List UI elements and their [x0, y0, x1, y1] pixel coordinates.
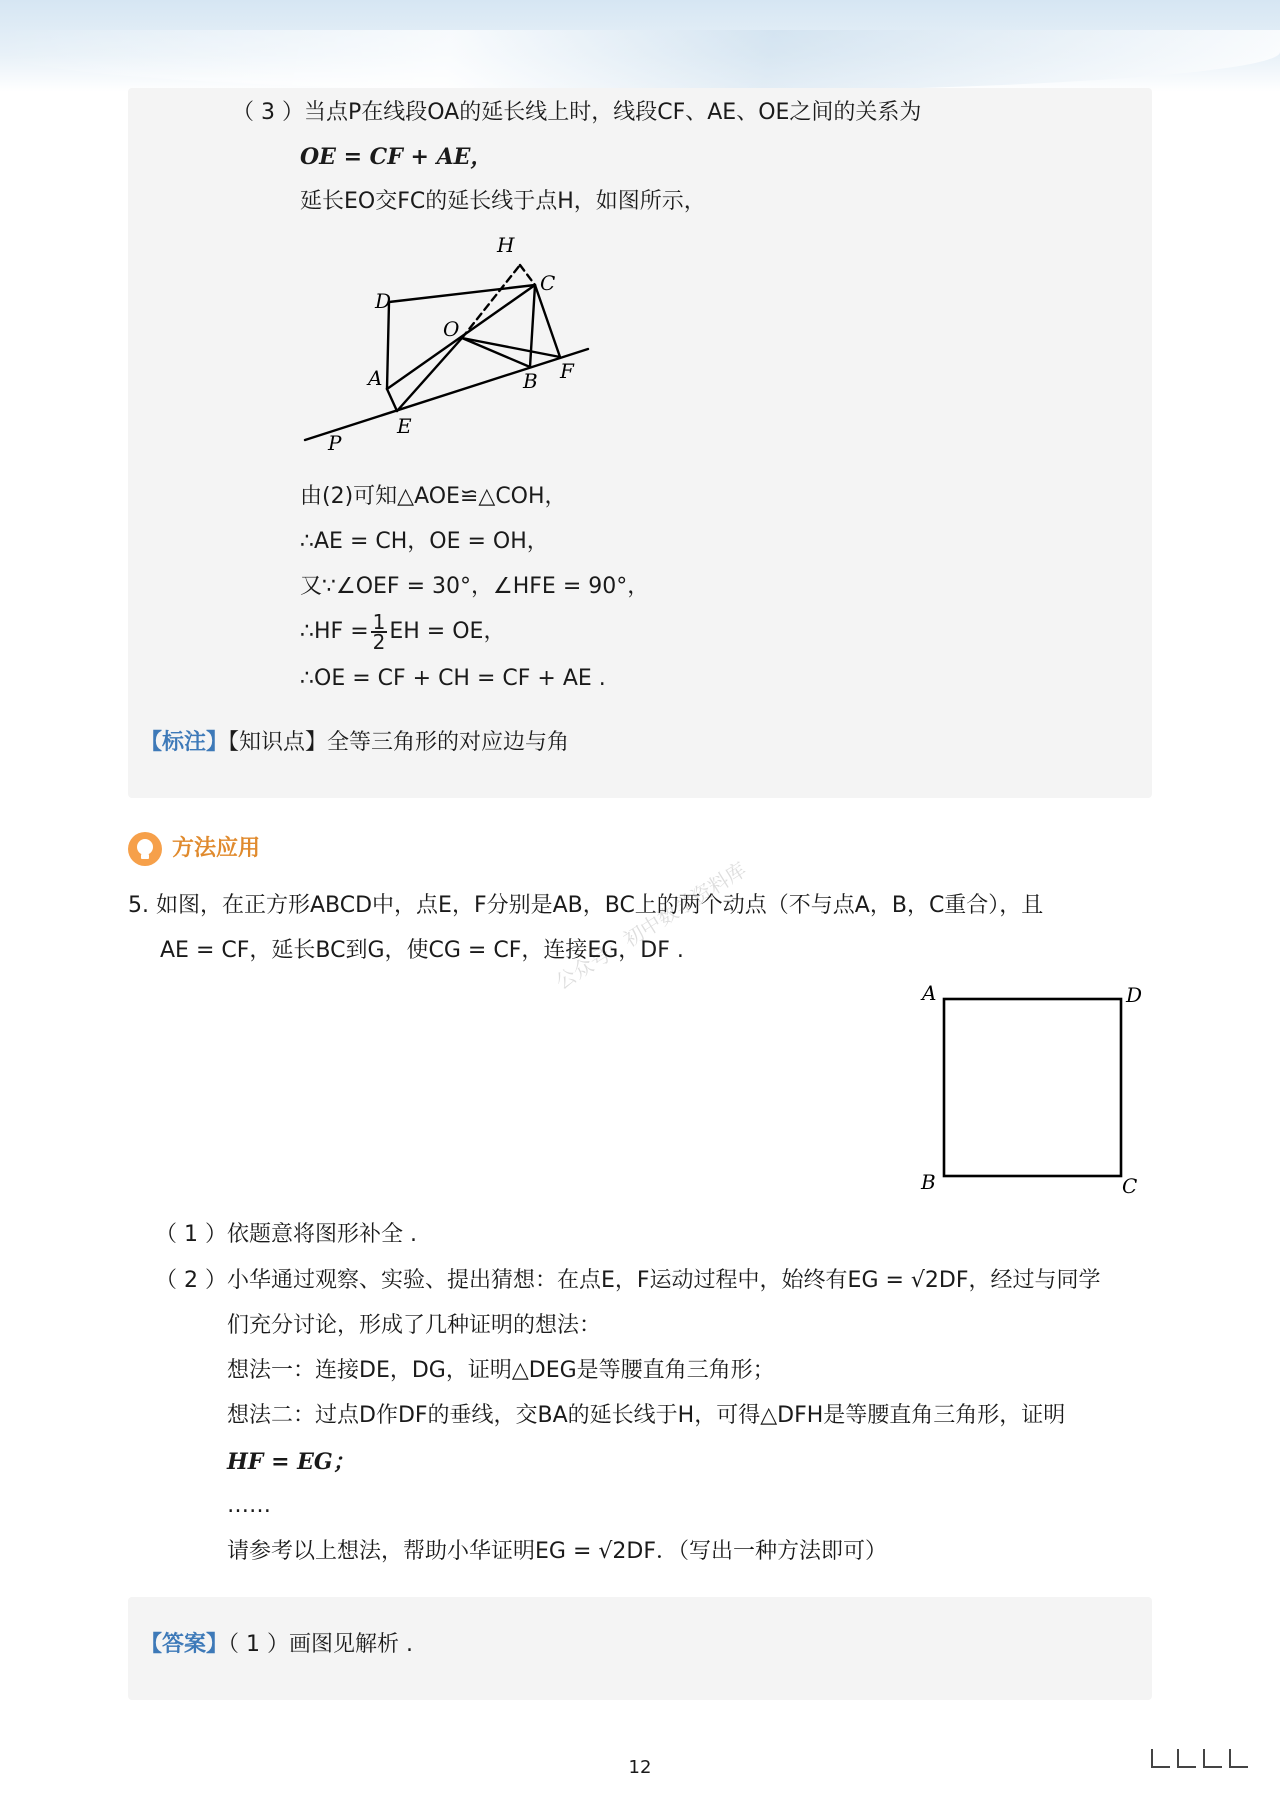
label-h: H — [497, 233, 515, 257]
part3-line1: （ 3 ）当点P在线段OA的延长线上时，线段CF、AE、OE之间的关系为 — [232, 100, 922, 125]
answer-tag: 【答案】 — [140, 1632, 229, 1657]
proof-step1: 由(2)可知△AOE≌△COH， — [300, 484, 567, 509]
problem5-line1: 5. 如图，在正方形ABCD中，点E，F分别是AB，BC上的两个动点（不与点A，B，C重合），且 — [128, 893, 1044, 918]
fraction-one-half — [371, 610, 388, 654]
section-title: 方法应用 — [172, 836, 261, 861]
label-b: B — [523, 369, 538, 393]
question2-line2: 们充分讨论，形成了几种证明的想法： — [227, 1313, 602, 1338]
problem5-line2: AE = CF，延长BC到G，使CG = CF，连接EG，DF . — [160, 938, 684, 963]
fraction-denominator: 2 — [372, 630, 386, 654]
label-b: B — [921, 1170, 936, 1194]
ellipsis: …… — [227, 1493, 271, 1518]
proof-step2: ∴AE = CH，OE = OH， — [300, 529, 549, 554]
label-f: F — [560, 359, 574, 383]
square-figure — [912, 980, 1152, 1200]
part3-line2: OE = CF + AE， — [300, 144, 493, 170]
lightbulb-icon — [128, 832, 162, 866]
answer-text: （ 1 ）画图见解析 . — [228, 1632, 413, 1657]
label-d: D — [375, 289, 392, 313]
geometry-figure-1 — [290, 225, 610, 465]
segment-hc-dashed — [520, 265, 535, 285]
page-number: 12 — [628, 1757, 652, 1778]
watermark: 公众号：初中数学资料库 — [551, 857, 751, 995]
segment-cf — [535, 285, 560, 357]
annotation-tag: 【标注】 — [140, 730, 229, 755]
label-e: E — [397, 414, 412, 438]
segment-cb — [530, 285, 535, 367]
proof-step4-suffix: EH = OE， — [389, 619, 506, 644]
label-p: P — [328, 431, 342, 455]
segment-of — [462, 338, 560, 357]
segment-pf — [305, 349, 588, 440]
label-c: C — [540, 271, 556, 295]
idea1: 想法一：连接DE，DG，证明△DEG是等腰直角三角形； — [227, 1358, 775, 1383]
label-a: A — [922, 981, 937, 1005]
annotation-text: 【知识点】全等三角形的对应边与角 — [228, 730, 570, 755]
part3-line3: 延长EO交FC的延长线于点H，如图所示， — [300, 189, 706, 214]
question2-line1: （ 2 ）小华通过观察、实验、提出猜想：在点E，F运动过程中，始终有EG = √2DF，经过与同学 — [155, 1268, 1101, 1293]
segment-ob — [462, 338, 530, 367]
square-abcd — [944, 999, 1121, 1176]
segment-ae — [387, 389, 397, 411]
idea2-line1: 想法二：过点D作DF的垂线，交BA的延长线于H，可得△DFH是等腰直角三角形，证明 — [227, 1403, 1066, 1428]
label-c: C — [1122, 1174, 1138, 1198]
top-banner — [0, 0, 1280, 92]
proof-step4-prefix: ∴HF = — [300, 619, 369, 644]
label-d: D — [1126, 983, 1143, 1007]
proof-step5: ∴OE = CF + CH = CF + AE . — [300, 666, 606, 691]
idea2-line2: HF = EG； — [227, 1449, 355, 1475]
question1: （ 1 ）依题意将图形补全 . — [155, 1222, 417, 1247]
proof-step3: 又∵∠OEF = 30°，∠HFE = 90°， — [300, 574, 650, 599]
annotation — [140, 728, 569, 758]
label-a: A — [368, 366, 383, 390]
segment-da — [387, 302, 389, 389]
banner-wave — [0, 30, 1280, 92]
label-o: O — [443, 317, 460, 341]
answer — [140, 1630, 413, 1660]
corner-logo — [1150, 1745, 1250, 1771]
proof-step4 — [300, 612, 505, 652]
fraction-numerator: 1 — [372, 610, 386, 634]
request: 请参考以上想法，帮助小华证明EG = √2DF．（写出一种方法即可） — [227, 1539, 887, 1564]
